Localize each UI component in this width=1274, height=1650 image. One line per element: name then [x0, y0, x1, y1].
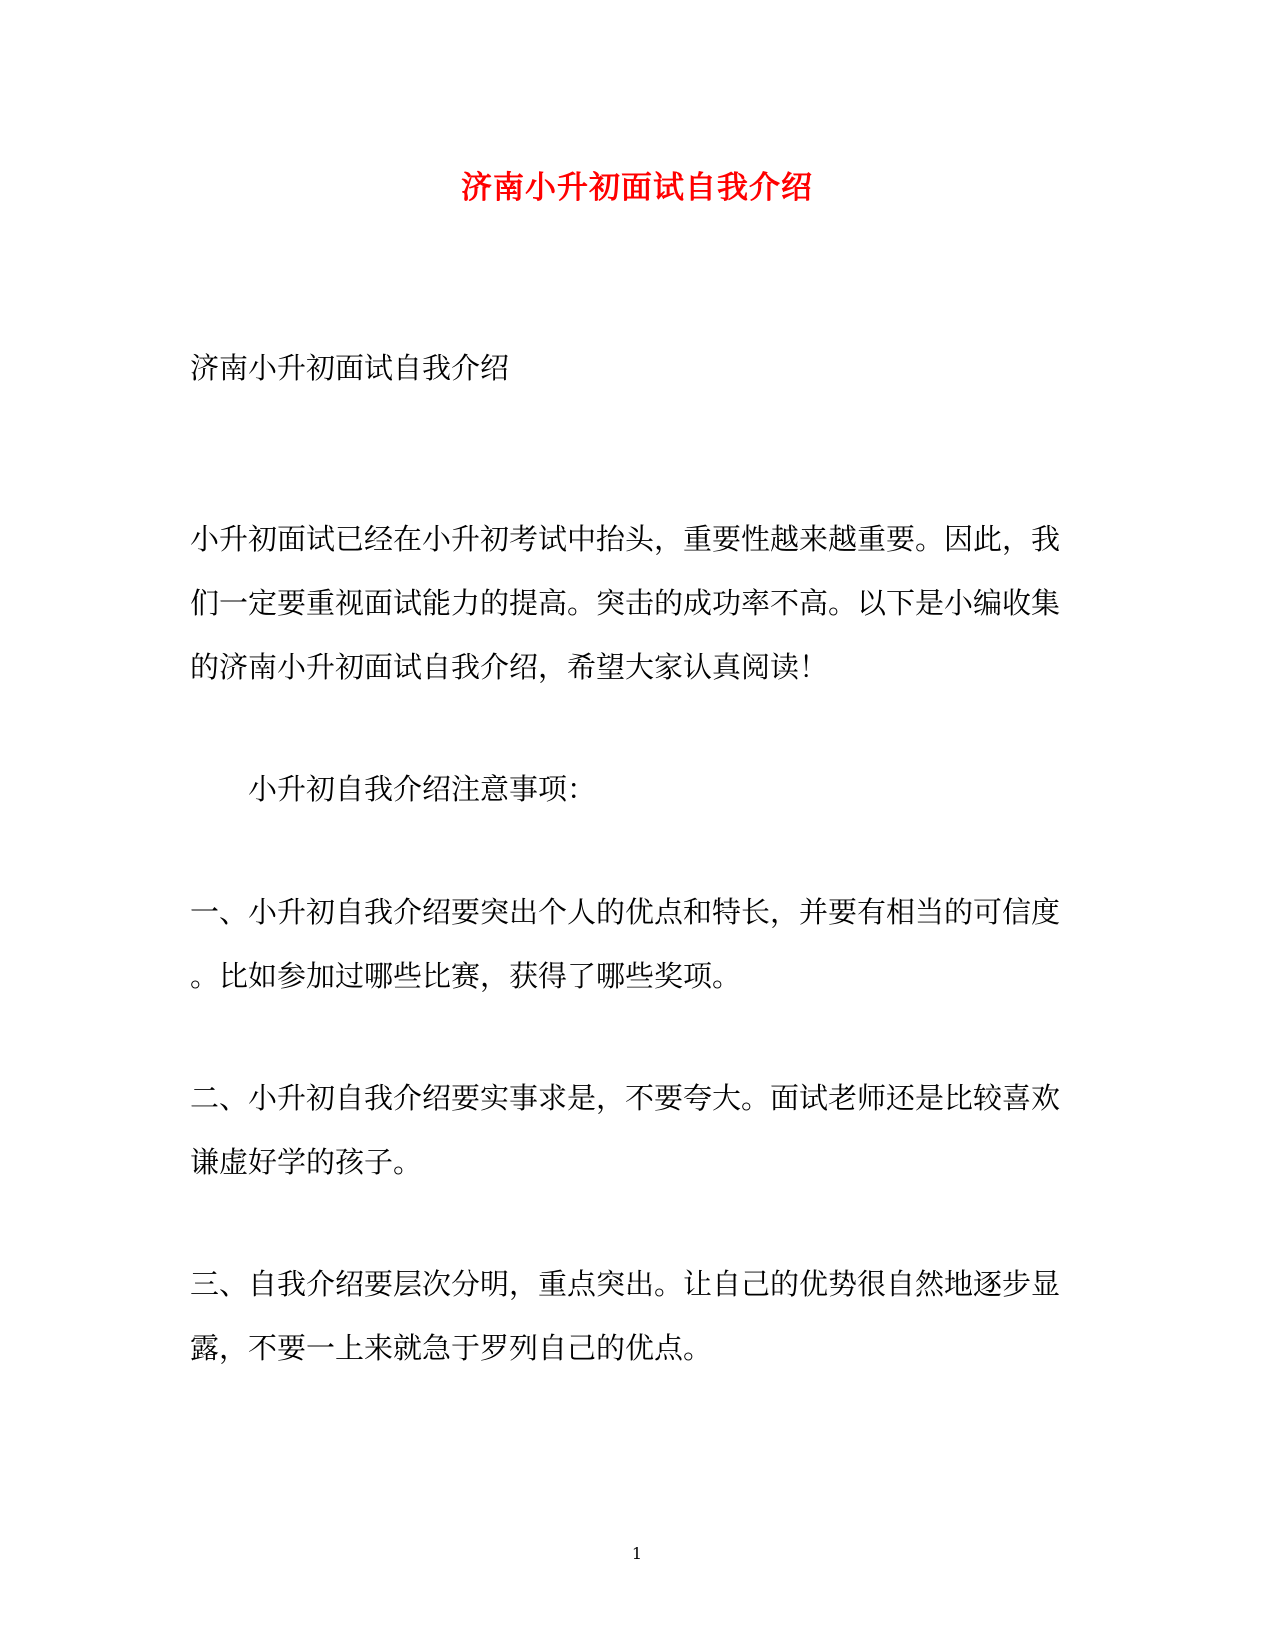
intro-line-3: 的济南小升初面试自我介绍，希望大家认真阅读！	[190, 650, 829, 684]
note-item-1-line-1: 一、小升初自我介绍要突出个人的优点和特长，并要有相当的可信度	[190, 895, 1061, 929]
notes-heading	[190, 757, 1070, 821]
notes-heading-text: 小升初自我介绍注意事项：	[248, 772, 597, 806]
intro-paragraph	[190, 507, 1070, 699]
document-title: 济南小升初面试自我介绍	[461, 170, 813, 206]
subtitle-text: 济南小升初面试自我介绍	[190, 351, 510, 385]
intro-line-1: 小升初面试已经在小升初考试中抬头，重要性越来越重要。因此，我	[190, 522, 1061, 556]
note-item-3-line-1: 三、自我介绍要层次分明，重点突出。让自己的优势很自然地逐步显	[190, 1267, 1061, 1301]
note-item-1	[190, 880, 1070, 1008]
note-item-3-line-2: 露，不要一上来就急于罗列自己的优点。	[190, 1331, 713, 1365]
note-item-3	[190, 1252, 1070, 1380]
note-item-2	[190, 1066, 1070, 1194]
note-item-2-line-1: 二、小升初自我介绍要实事求是，不要夸大。面试老师还是比较喜欢	[190, 1081, 1061, 1115]
page-number: 1	[631, 1544, 643, 1563]
document-subtitle	[190, 336, 1070, 400]
note-item-2-line-2: 谦虚好学的孩子。	[190, 1145, 423, 1179]
intro-line-2: 们一定要重视面试能力的提高。突击的成功率不高。以下是小编收集	[190, 586, 1061, 620]
note-item-1-line-2: 。比如参加过哪些比赛，获得了哪些奖项。	[190, 959, 742, 993]
